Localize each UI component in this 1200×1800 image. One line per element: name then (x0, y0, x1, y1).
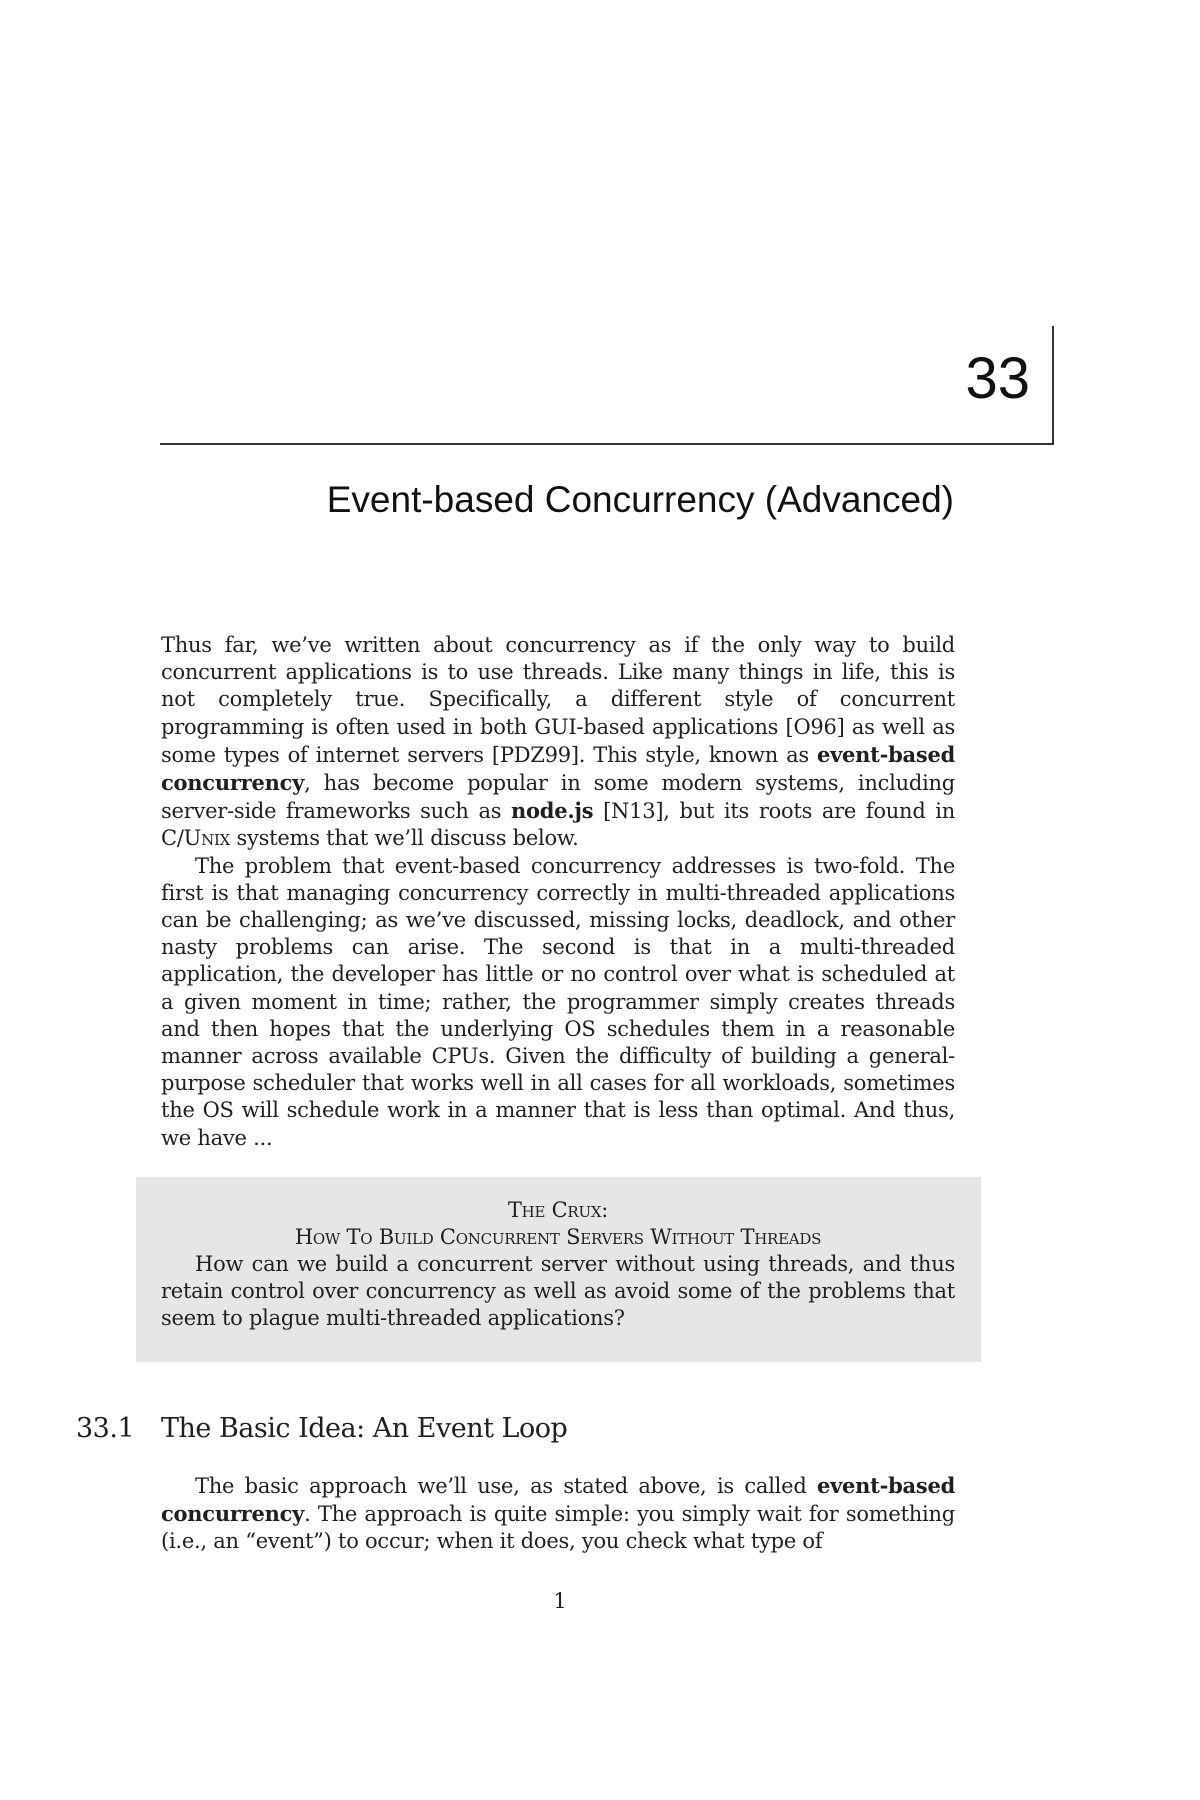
text-run: , has become popular in some modern systems, including server-side frameworks such as (161, 771, 955, 824)
chapter-title: Event-based Concurrency (Advanced) (326, 479, 954, 520)
acronym-cpu: CPU (431, 1044, 479, 1069)
section-text (161, 1472, 955, 1556)
page-number: 1 (553, 1589, 567, 1613)
term-unix: Unix (183, 826, 231, 851)
text-run: The basic approach we’ll use, as stated above, is called (195, 1474, 817, 1498)
crux-content (161, 1197, 955, 1332)
section-number: 33.1 (76, 1413, 135, 1444)
text-run: . The approach is quite simple: you simply wait for something (i.e., an “event”) to occur; when it does, you check what type of (161, 1502, 955, 1554)
section-title: The Basic Idea: An Event Loop (161, 1413, 568, 1444)
intro-paragraph-1 (161, 632, 955, 853)
crux-heading: The Crux: (507, 1198, 609, 1222)
chapter-divider-vertical (1052, 326, 1054, 444)
term-event-based-concurrency: event-based concurrency (161, 741, 955, 796)
text-run: systems that we’ll discuss below. (230, 826, 579, 851)
term-nodejs: node.js (511, 798, 594, 824)
text-run: [N13], but its roots are found in C/ (161, 799, 956, 851)
crux-subheading: How To Build Concurrent Servers Without Threads (294, 1225, 822, 1249)
chapter-number: 33 (965, 346, 1030, 411)
term-event-based-concurrency: event-based concurrency (161, 1473, 955, 1527)
text-run: -based applications [O96] as well as some types of internet servers [PDZ99]. This style, known as (161, 714, 956, 767)
section-paragraph-1 (161, 1472, 955, 1556)
text-run: Thus far, we’ve written about concurrency as if the only way to build concurrent applications is to use threads. Like many things in life, this is not completely true. Specifically, a different style of concurrent programming is often used in both (161, 633, 955, 739)
acronym-gui: GUI (534, 714, 577, 739)
crux-body: How can we build a concurrent server without using threads, and thus retain control over concurrency as well as avoid some of the problems that seem to plague multi-threaded applications? (161, 1252, 955, 1330)
text-run: s. Given the difficulty of building a general-purpose scheduler that works well in all cases for all workloads, sometimes the OS will schedule work in a manner that is less than optimal. And thus, we have ... (161, 1044, 955, 1150)
crux-box (136, 1177, 981, 1362)
text-run: The problem that event-based concurrency addresses is two-fold. The first is that managing concurrency correctly in multi-threaded applications can be challenging; as we’ve discussed, missing locks, deadlock, and other nasty problems can arise. The second is that in a multi-threaded application, the developer has little or no control over what is scheduled at a given moment in time; rather, the programmer simply creates threads and then hopes that the underlying OS schedules them in a reasonable manner across available (161, 853, 955, 1069)
chapter-divider-horizontal (160, 443, 1054, 445)
intro-text (161, 632, 955, 1152)
intro-paragraph-2 (161, 853, 955, 1152)
